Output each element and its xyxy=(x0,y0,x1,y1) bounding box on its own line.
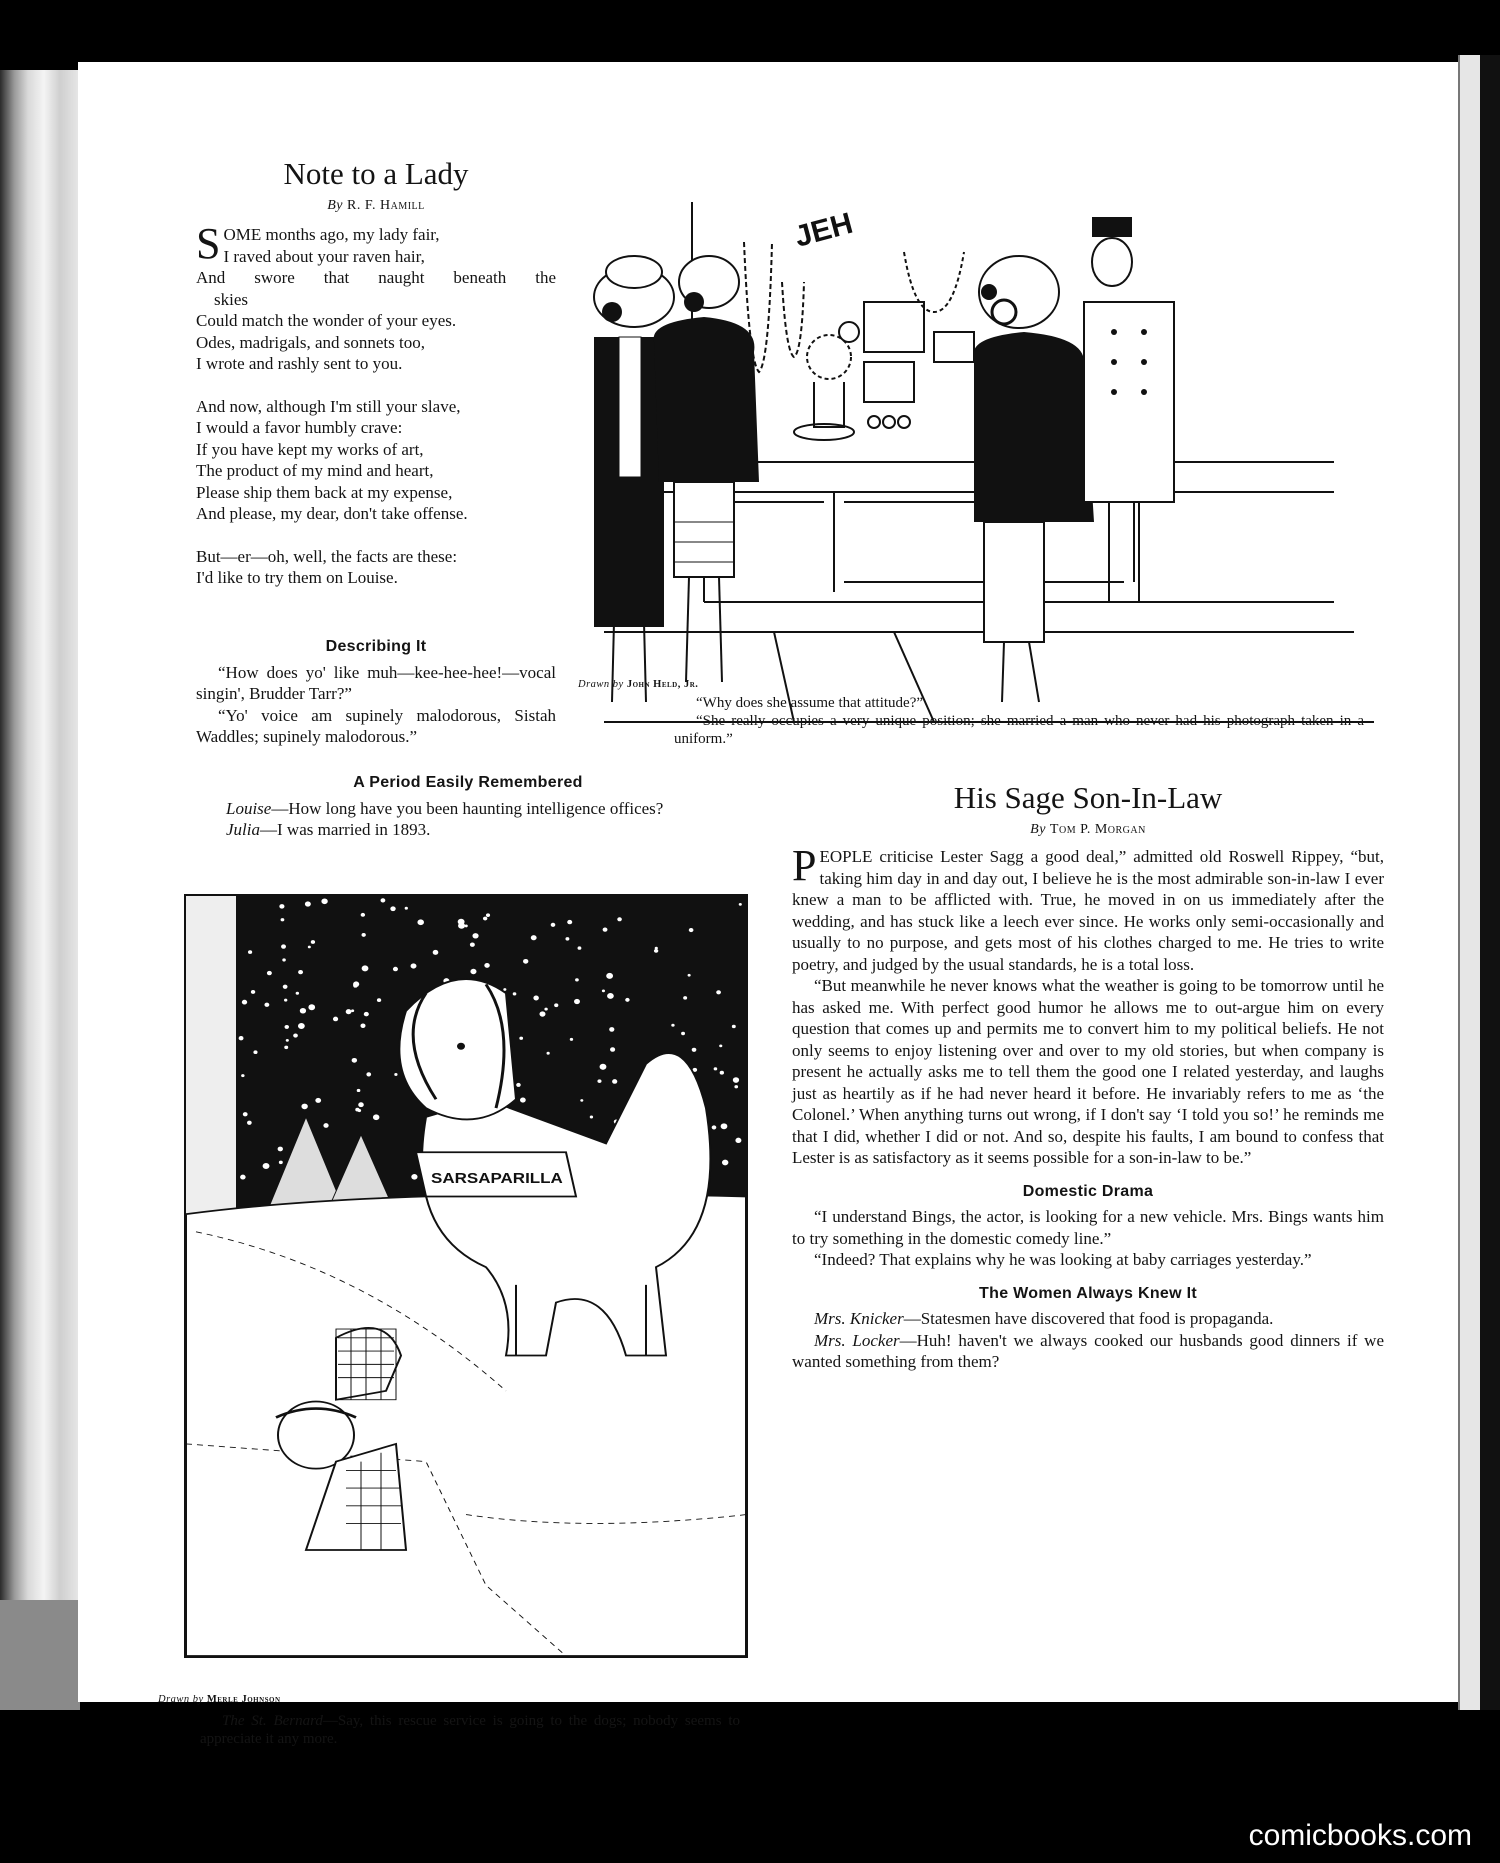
cartoon2-line xyxy=(200,1712,740,1748)
poem-line: I raved about your raven hair, xyxy=(223,246,425,266)
barrel-label: SARSAPARILLA xyxy=(431,1170,563,1187)
snowflake xyxy=(411,963,417,968)
snowflake xyxy=(470,969,476,974)
snowflake xyxy=(733,1077,739,1083)
snowflake xyxy=(305,901,311,906)
snowflake xyxy=(393,967,398,971)
snowflake xyxy=(333,1017,338,1022)
snowflake xyxy=(625,998,629,1002)
snowflake xyxy=(362,965,369,971)
poem-line: And swore that naught beneath the xyxy=(196,268,556,287)
snowflake xyxy=(654,949,658,953)
snowflake xyxy=(692,1048,697,1052)
snowflake xyxy=(352,1058,357,1063)
snowflake xyxy=(241,1074,244,1077)
poem-line: OME months ago, my lady fair, xyxy=(223,225,440,244)
snowflake xyxy=(298,1023,305,1029)
poem-stanza-3 xyxy=(196,546,556,589)
snowflake xyxy=(351,1009,354,1012)
snowflake xyxy=(366,1072,371,1076)
snowflake xyxy=(734,1085,738,1088)
article-para-1-text: EOPLE criticise Lester Sagg a good deal,” admitted old Roswell Rippey, “but, taking him day in and day out, I believe he is the most admirable son-in-law I ever knew a man to be afflicted with. True, he moved in on us immediately after the wedding, and has stuck like a leech ever since. He works only semi-occasionally and usually to no purpose, and gets most of his clothes charged to me. He tries to write poetry, and judged by the usual standards, he is a total loss. xyxy=(792,847,1384,974)
snowflake xyxy=(377,998,381,1002)
snowflake xyxy=(716,990,721,994)
speaker-louise: Louise xyxy=(226,798,272,818)
cartoon2-dialogue xyxy=(200,1712,740,1748)
snowflake xyxy=(597,1079,601,1083)
describing-para-1: “How does yo' like muh—kee-hee-hee!—vocal singin', Brudder Tarr?” xyxy=(196,662,556,703)
article-title: His Sage Son-In-Law xyxy=(953,780,1223,815)
snowflake xyxy=(513,992,517,995)
poem-line: And please, my dear, don't take offense. xyxy=(196,504,468,523)
magazine-page xyxy=(78,62,1458,1747)
snowflake xyxy=(355,1108,359,1112)
snowflake xyxy=(282,958,286,961)
domestic-section xyxy=(792,1181,1384,1271)
snowflake xyxy=(603,927,608,931)
snowflake xyxy=(394,1073,397,1076)
drop-cap: S xyxy=(196,219,221,268)
snowflake xyxy=(308,946,311,949)
snowflake xyxy=(575,978,579,981)
snowflake xyxy=(433,950,439,955)
byline-prefix: By xyxy=(327,198,343,213)
snowflake xyxy=(321,898,327,904)
article-byline xyxy=(792,822,1384,838)
domestic-para-1: “I understand Bings, the actor, is looking for a new vehicle. Mrs. Bings wants him to try something in the domestic comedy line.” xyxy=(792,1207,1384,1248)
drop-cap: P xyxy=(792,841,817,890)
period-heading: A Period Easily Remembered xyxy=(353,774,583,791)
snowflake xyxy=(353,984,358,988)
snowflake xyxy=(483,917,487,921)
snowflake xyxy=(683,996,687,1000)
cartoon1-caption xyxy=(578,679,1218,690)
snowflake xyxy=(285,1025,290,1029)
credit-prefix: Drawn by xyxy=(578,679,624,690)
cartoon1-credit xyxy=(578,679,1218,690)
snowflake xyxy=(544,1008,547,1011)
snowflake xyxy=(539,1011,545,1016)
cartoon1-dialogue xyxy=(674,694,1364,748)
poem-line: I wrote and rashly sent to you. xyxy=(196,354,403,373)
women-text-1: —Statesmen have discovered that food is propaganda. xyxy=(903,1309,1274,1328)
poem-line: I would a favor humbly crave: xyxy=(196,418,403,437)
women-line-2 xyxy=(792,1330,1384,1373)
byline-name: Tom P. Morgan xyxy=(1049,822,1146,837)
snowflake xyxy=(720,1071,724,1075)
snowflake xyxy=(523,959,528,964)
snowflake xyxy=(293,1034,298,1038)
snowflake xyxy=(606,973,613,979)
snowflake xyxy=(315,1098,321,1103)
poem-line: The product of my mind and heart, xyxy=(196,461,434,480)
right-shadow xyxy=(1480,55,1500,1710)
credit-name: John Held, Jr. xyxy=(626,679,699,690)
snowflake xyxy=(253,1050,257,1054)
describing-heading: Describing It xyxy=(325,638,427,655)
snowflake xyxy=(609,1027,614,1032)
snowflake xyxy=(251,990,255,994)
snowflake xyxy=(284,1046,288,1049)
snowflake xyxy=(520,1097,526,1102)
period-text-2: —I was married in 1893. xyxy=(260,820,431,839)
snowflake xyxy=(565,937,569,940)
jewelry-store-illustration xyxy=(574,162,1394,732)
cartoon-st-bernard xyxy=(184,894,748,1658)
article-body xyxy=(792,841,1384,1169)
snowflake xyxy=(681,1032,685,1035)
snowflake xyxy=(503,988,506,991)
poem-line: But—er—oh, well, the facts are these: xyxy=(196,546,458,566)
snowflake xyxy=(301,1104,307,1110)
snowflake xyxy=(486,913,490,917)
describing-para-2: “Yo' voice am supinely malodorous, Sistah Waddles; supinely malodorous.” xyxy=(196,705,556,746)
snowflake xyxy=(580,1099,583,1102)
book-spine-edge xyxy=(0,70,80,1710)
snowflake xyxy=(263,1163,270,1169)
snowflake xyxy=(300,1008,306,1014)
snowflake xyxy=(688,974,691,977)
st-bernard-illustration xyxy=(186,896,746,1656)
poem-stanza-1 xyxy=(196,219,556,375)
women-section xyxy=(792,1283,1384,1373)
women-heading: The Women Always Knew It xyxy=(979,1284,1197,1302)
snowflake xyxy=(612,1079,617,1084)
byline-name: R. F. Hamill xyxy=(346,198,425,213)
snowflake xyxy=(308,1004,315,1010)
poem-line: I'd like to try them on Louise. xyxy=(196,568,398,587)
snowflake xyxy=(357,1089,361,1092)
article-para-1 xyxy=(792,841,1384,975)
snowflake xyxy=(547,1052,550,1055)
cartoon2-credit xyxy=(158,1694,758,1705)
figure-woman-fur xyxy=(654,256,759,682)
snowflake xyxy=(279,904,284,909)
cartoon-jewelry-store xyxy=(574,162,1394,732)
snowflake xyxy=(264,1003,269,1007)
snowflake xyxy=(323,1123,328,1128)
snowflake xyxy=(533,996,539,1001)
snowflake xyxy=(590,1116,593,1119)
snowflake xyxy=(519,1037,523,1040)
byline-prefix: By xyxy=(1030,822,1046,837)
article-section xyxy=(792,780,1384,1373)
cartoon1-line-1: “Why does she assume that attitude?” xyxy=(696,695,924,711)
snowflake xyxy=(390,906,395,911)
speaker-st-bernard: The St. Bernard xyxy=(222,1713,323,1729)
period-section xyxy=(204,772,732,841)
speaker-locker: Mrs. Locker xyxy=(814,1330,900,1350)
poem-line: skies xyxy=(214,289,248,309)
snowflake xyxy=(381,898,386,902)
snowflake xyxy=(531,935,537,940)
snowflake xyxy=(243,1112,248,1116)
snowflake xyxy=(671,1024,674,1027)
period-line-2 xyxy=(204,819,732,841)
domestic-heading: Domestic Drama xyxy=(1022,1182,1154,1200)
describing-section xyxy=(196,636,556,748)
snowflake xyxy=(732,1025,736,1028)
poem-line: And now, although I'm still your slave, xyxy=(196,396,461,416)
poem-line: Please ship them back at my expense, xyxy=(196,482,453,502)
book-spine-bottom xyxy=(0,1600,80,1710)
snowflake xyxy=(286,1039,289,1042)
cartoon2-caption-text: —Say, this rescue service is going to the dogs; nobody seems to appreciate it any more. xyxy=(200,1713,740,1747)
snowflake xyxy=(281,918,285,921)
snowflake xyxy=(364,1012,369,1016)
poem-title: Note to a Lady xyxy=(283,156,469,191)
speaker-knicker: Mrs. Knicker xyxy=(814,1309,904,1328)
snowflake xyxy=(458,919,465,925)
poem-line: If you have kept my works of art, xyxy=(196,439,424,459)
snowflake xyxy=(296,992,299,995)
speaker-julia: Julia xyxy=(226,820,260,839)
snowflake xyxy=(239,1036,244,1040)
figure-doorman xyxy=(1084,217,1174,602)
cartoon2-caption xyxy=(158,1694,758,1705)
snowflake xyxy=(602,990,605,993)
snowflake xyxy=(712,1125,717,1129)
poem-byline xyxy=(196,198,556,214)
snowflake xyxy=(689,928,694,932)
figure-woman-right xyxy=(974,256,1094,702)
period-line-1 xyxy=(204,798,732,820)
snowflake xyxy=(574,999,580,1004)
snowflake xyxy=(362,933,366,937)
snowflake xyxy=(470,943,475,947)
snowflake xyxy=(278,1147,283,1152)
poem-section xyxy=(196,156,556,610)
snowflake xyxy=(735,1138,741,1143)
credit-name: Merle Johnson xyxy=(206,1694,281,1705)
snowflake xyxy=(281,944,286,948)
snowflake xyxy=(554,1003,558,1007)
snowflake xyxy=(311,940,315,944)
poem-line: Odes, madrigals, and sonnets too, xyxy=(196,332,425,352)
snowflake xyxy=(405,907,408,910)
credit-prefix: Drawn by xyxy=(158,1694,204,1705)
snowflake xyxy=(247,1121,252,1125)
snowflake xyxy=(472,933,478,938)
snowflake xyxy=(578,946,582,949)
women-line-1 xyxy=(792,1308,1384,1330)
snowflake xyxy=(284,999,287,1002)
snowflake xyxy=(267,971,272,975)
snowflake xyxy=(248,950,252,954)
site-watermark: comicbooks.com xyxy=(1248,1819,1472,1852)
women-text-2: —Huh! haven't we always cooked our husbands good dinners if we wanted something from them? xyxy=(792,1330,1384,1371)
period-text-1: —How long have you been haunting intelligence offices? xyxy=(271,798,664,818)
snowflake xyxy=(600,1064,607,1070)
poem-line: Could match the wonder of your eyes. xyxy=(196,311,457,330)
snowflake xyxy=(279,1161,283,1164)
snowflake xyxy=(417,919,424,925)
snowflake xyxy=(346,1009,352,1014)
snowflake xyxy=(516,1083,521,1087)
snowflake xyxy=(551,923,556,927)
snowflake xyxy=(722,1160,728,1166)
next-page-edge xyxy=(1458,55,1482,1710)
article-para-2: “But meanwhile he never knows what the weather is going to be tomorrow until he has asked me. With perfect good humor he allows me to out-argue him on every question that comes up and permits me to convert him to my political beliefs. He not only seems to enjoy listening over and over to my old stories, but when company is present he actually asks me to tell them the good one I related yesterday, and laughs just as heartily as if he had never heard it before. He invariably refers to me as ‘the Colonel.’ When anything turns out wrong, if I don't say ‘I told you so!’ he reminds me that I did, whether I did or not. And so, despite his faults, I am bound to confess that Lester is as satisfactory as it seems possible for a son-in-law to be.” xyxy=(792,976,1384,1167)
snowflake xyxy=(714,1067,718,1070)
snowflake xyxy=(358,1102,364,1107)
snowflake xyxy=(607,993,614,999)
snowflake xyxy=(411,1174,417,1180)
cartoon1-line-2: “She really occupies a very unique position; she married a man who never had his photograph taken in a uniform.” xyxy=(674,713,1364,747)
snowflake xyxy=(373,1114,379,1120)
domestic-para-2: “Indeed? That explains why he was looking at baby carriages yesterday.” xyxy=(814,1250,1312,1269)
snowflake xyxy=(283,985,288,989)
snowflake xyxy=(721,1123,728,1129)
snowflake xyxy=(298,970,303,974)
snowflake xyxy=(739,903,742,906)
poem-body xyxy=(196,219,556,589)
snowflake xyxy=(617,917,622,921)
snowflake xyxy=(465,925,468,928)
snowflake xyxy=(484,963,490,968)
snowflake xyxy=(567,920,572,924)
snowflake xyxy=(570,1038,573,1041)
poem-stanza-2 xyxy=(196,396,556,525)
snowflake xyxy=(610,1047,615,1052)
snowflake xyxy=(719,1045,722,1048)
snowflake xyxy=(361,913,365,917)
snowflake xyxy=(240,1175,245,1180)
snowflake xyxy=(242,1000,247,1005)
snowflake xyxy=(360,1024,365,1028)
artist-signature: JEH xyxy=(791,206,857,254)
